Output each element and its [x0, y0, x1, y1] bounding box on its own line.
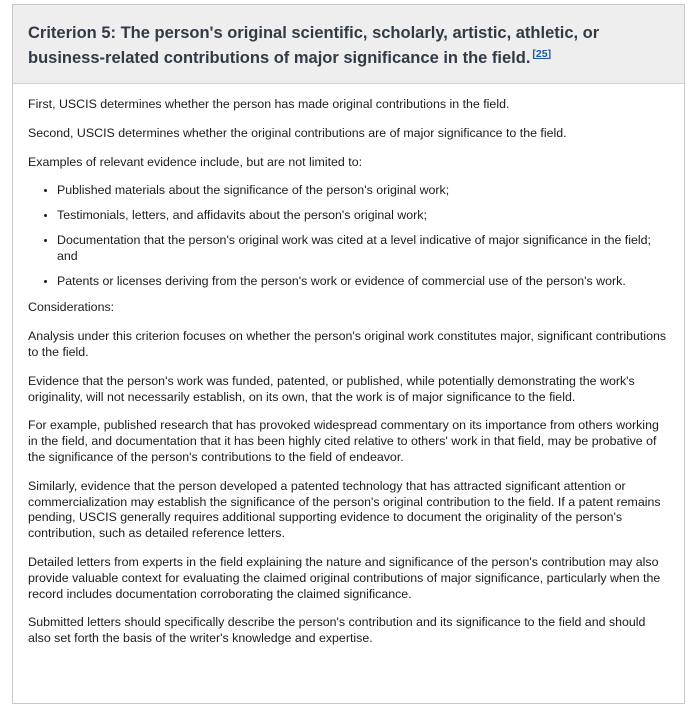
evidence-list: [28, 183, 670, 289]
intro-paragraph-3: Examples of relevant evidence include, but are not limited to:: [28, 154, 363, 169]
criterion-body: [13, 84, 684, 647]
considerations-paragraph-1: Analysis under this criterion focuses on whether the person's original work constitutes major, significant contributions to the field.: [28, 329, 667, 359]
considerations-paragraph-2: Evidence that the person's work was funded, patented, or published, while potentially demonstrating the work's originality, will not necessarily establish, on its own, that the work is of major significance to the field.: [28, 373, 635, 404]
intro-paragraph-2: Second, USCIS determines whether the original contributions are of major significance to the field.: [28, 125, 567, 140]
considerations-paragraph-3: For example, published research that has provoked widespread commentary on its importance from others working in the field, and documentation that it has been highly cited relative to others' work in that field, may be probative of the significance of the person's contributions to the field of endeavor.: [28, 418, 659, 464]
intro-paragraph-1: First, USCIS determines whether the person has made original contributions in the field.: [28, 97, 510, 111]
considerations-paragraph-4: Similarly, evidence that the person developed a patented technology that has attracted significant attention or commercialization may establish the significance of the person's original contribution to the field. If a patent remains pending, USCIS generally requires additional supporting evidence to document the originality of the person's contribution, such as detailed reference letters.: [28, 478, 661, 541]
criterion-title: [28, 21, 668, 71]
footnote-link-25[interactable]: [25]: [532, 47, 552, 60]
evidence-list-item: • Documentation that the person's original work was cited at a level indicative of major significance in the field; and: [57, 233, 670, 265]
considerations-paragraph-6: Submitted letters should specifically describe the person's contribution and its significance to the field and should also set forth the basis of the writer's knowledge and expertise.: [28, 615, 646, 646]
criterion-panel: [12, 4, 685, 704]
considerations-paragraph-5: Detailed letters from experts in the field explaining the nature and significance of the person's contribution may also provide valuable context for evaluating the claimed original contributions of major significance, particularly when the record includes documentation corroborating the claimed significance.: [28, 554, 661, 601]
evidence-list-item: • Patents or licenses deriving from the person's work or evidence of commercial use of the person's work.: [57, 274, 670, 290]
evidence-list-item: • Testimonials, letters, and affidavits about the person's original work;: [57, 208, 670, 224]
considerations-label: Considerations:: [28, 300, 115, 315]
criterion-title-text: Criterion 5: The person's original scientific, scholarly, artistic, athletic, or business-related contributions of major significance in the field.: [28, 24, 600, 67]
evidence-list-item: • Published materials about the significance of the person's original work;: [57, 183, 670, 199]
criterion-header: [13, 5, 684, 84]
